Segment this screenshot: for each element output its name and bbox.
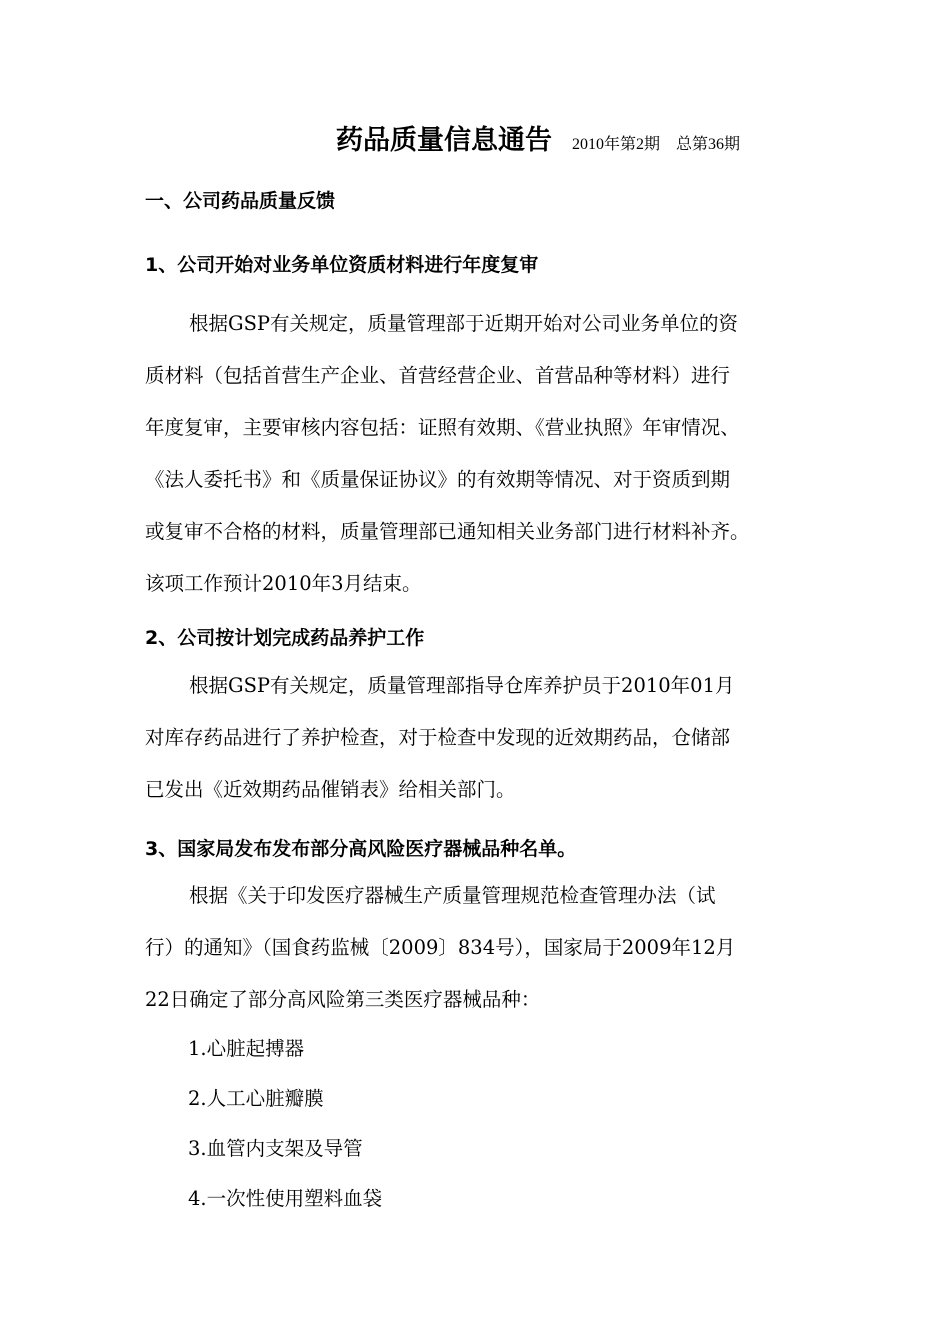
page-title: 药品质量信息通告 [336,125,552,156]
paragraph-line: 该项工作预计2010年3月结束。 [145,572,422,595]
paragraph-line: 质材料（包括首营生产企业、首营经营企业、首营品种等材料）进行 [145,364,731,387]
paragraph-line: 根据GSP有关规定，质量管理部指导仓库养护员于2010年01月 [189,674,735,697]
issue-number: 2010年第2期 总第36期 [572,136,741,153]
paragraph-1 [145,298,845,610]
section-heading: 一、公司药品质量反馈 [145,190,336,212]
item-heading-1: 1、公司开始对业务单位资质材料进行年度复审 [145,254,539,276]
paragraph-line: 《法人委托书》和《质量保证协议》的有效期等情况、对于资质到期 [145,468,731,491]
title-line [336,118,740,157]
list-item: 1.心脏起搏器 [188,1037,305,1060]
list-item: 3.血管内支架及导管 [188,1137,363,1160]
list-item: 4.一次性使用塑料血袋 [188,1187,383,1210]
paragraph-3 [145,870,845,1026]
paragraph-line: 已发出《近效期药品催销表》给相关部门。 [145,778,516,801]
paragraph-line: 对库存药品进行了养护检查，对于检查中发现的近效期药品，仓储部 [145,726,731,749]
list-item: 2.人工心脏瓣膜 [188,1087,324,1110]
item-heading-2: 2、公司按计划完成药品养护工作 [145,627,425,649]
paragraph-2 [145,660,845,816]
paragraph-line: 或复审不合格的材料，质量管理部已通知相关业务部门进行材料补齐。 [145,520,750,543]
paragraph-line: 22日确定了部分高风险第三类医疗器械品种： [145,988,541,1011]
paragraph-line: 年度复审，主要审核内容包括：证照有效期、《营业执照》年审情况、 [145,416,740,439]
paragraph-line: 根据《关于印发医疗器械生产质量管理规范检查管理办法（试 [189,884,716,907]
paragraph-line: 行）的通知》（国食药监械〔2009〕834号），国家局于2009年12月 [145,936,736,959]
paragraph-line: 根据GSP有关规定，质量管理部于近期开始对公司业务单位的资 [189,312,739,335]
item-heading-3: 3、国家局发布发布部分高风险医疗器械品种名单。 [145,838,577,860]
